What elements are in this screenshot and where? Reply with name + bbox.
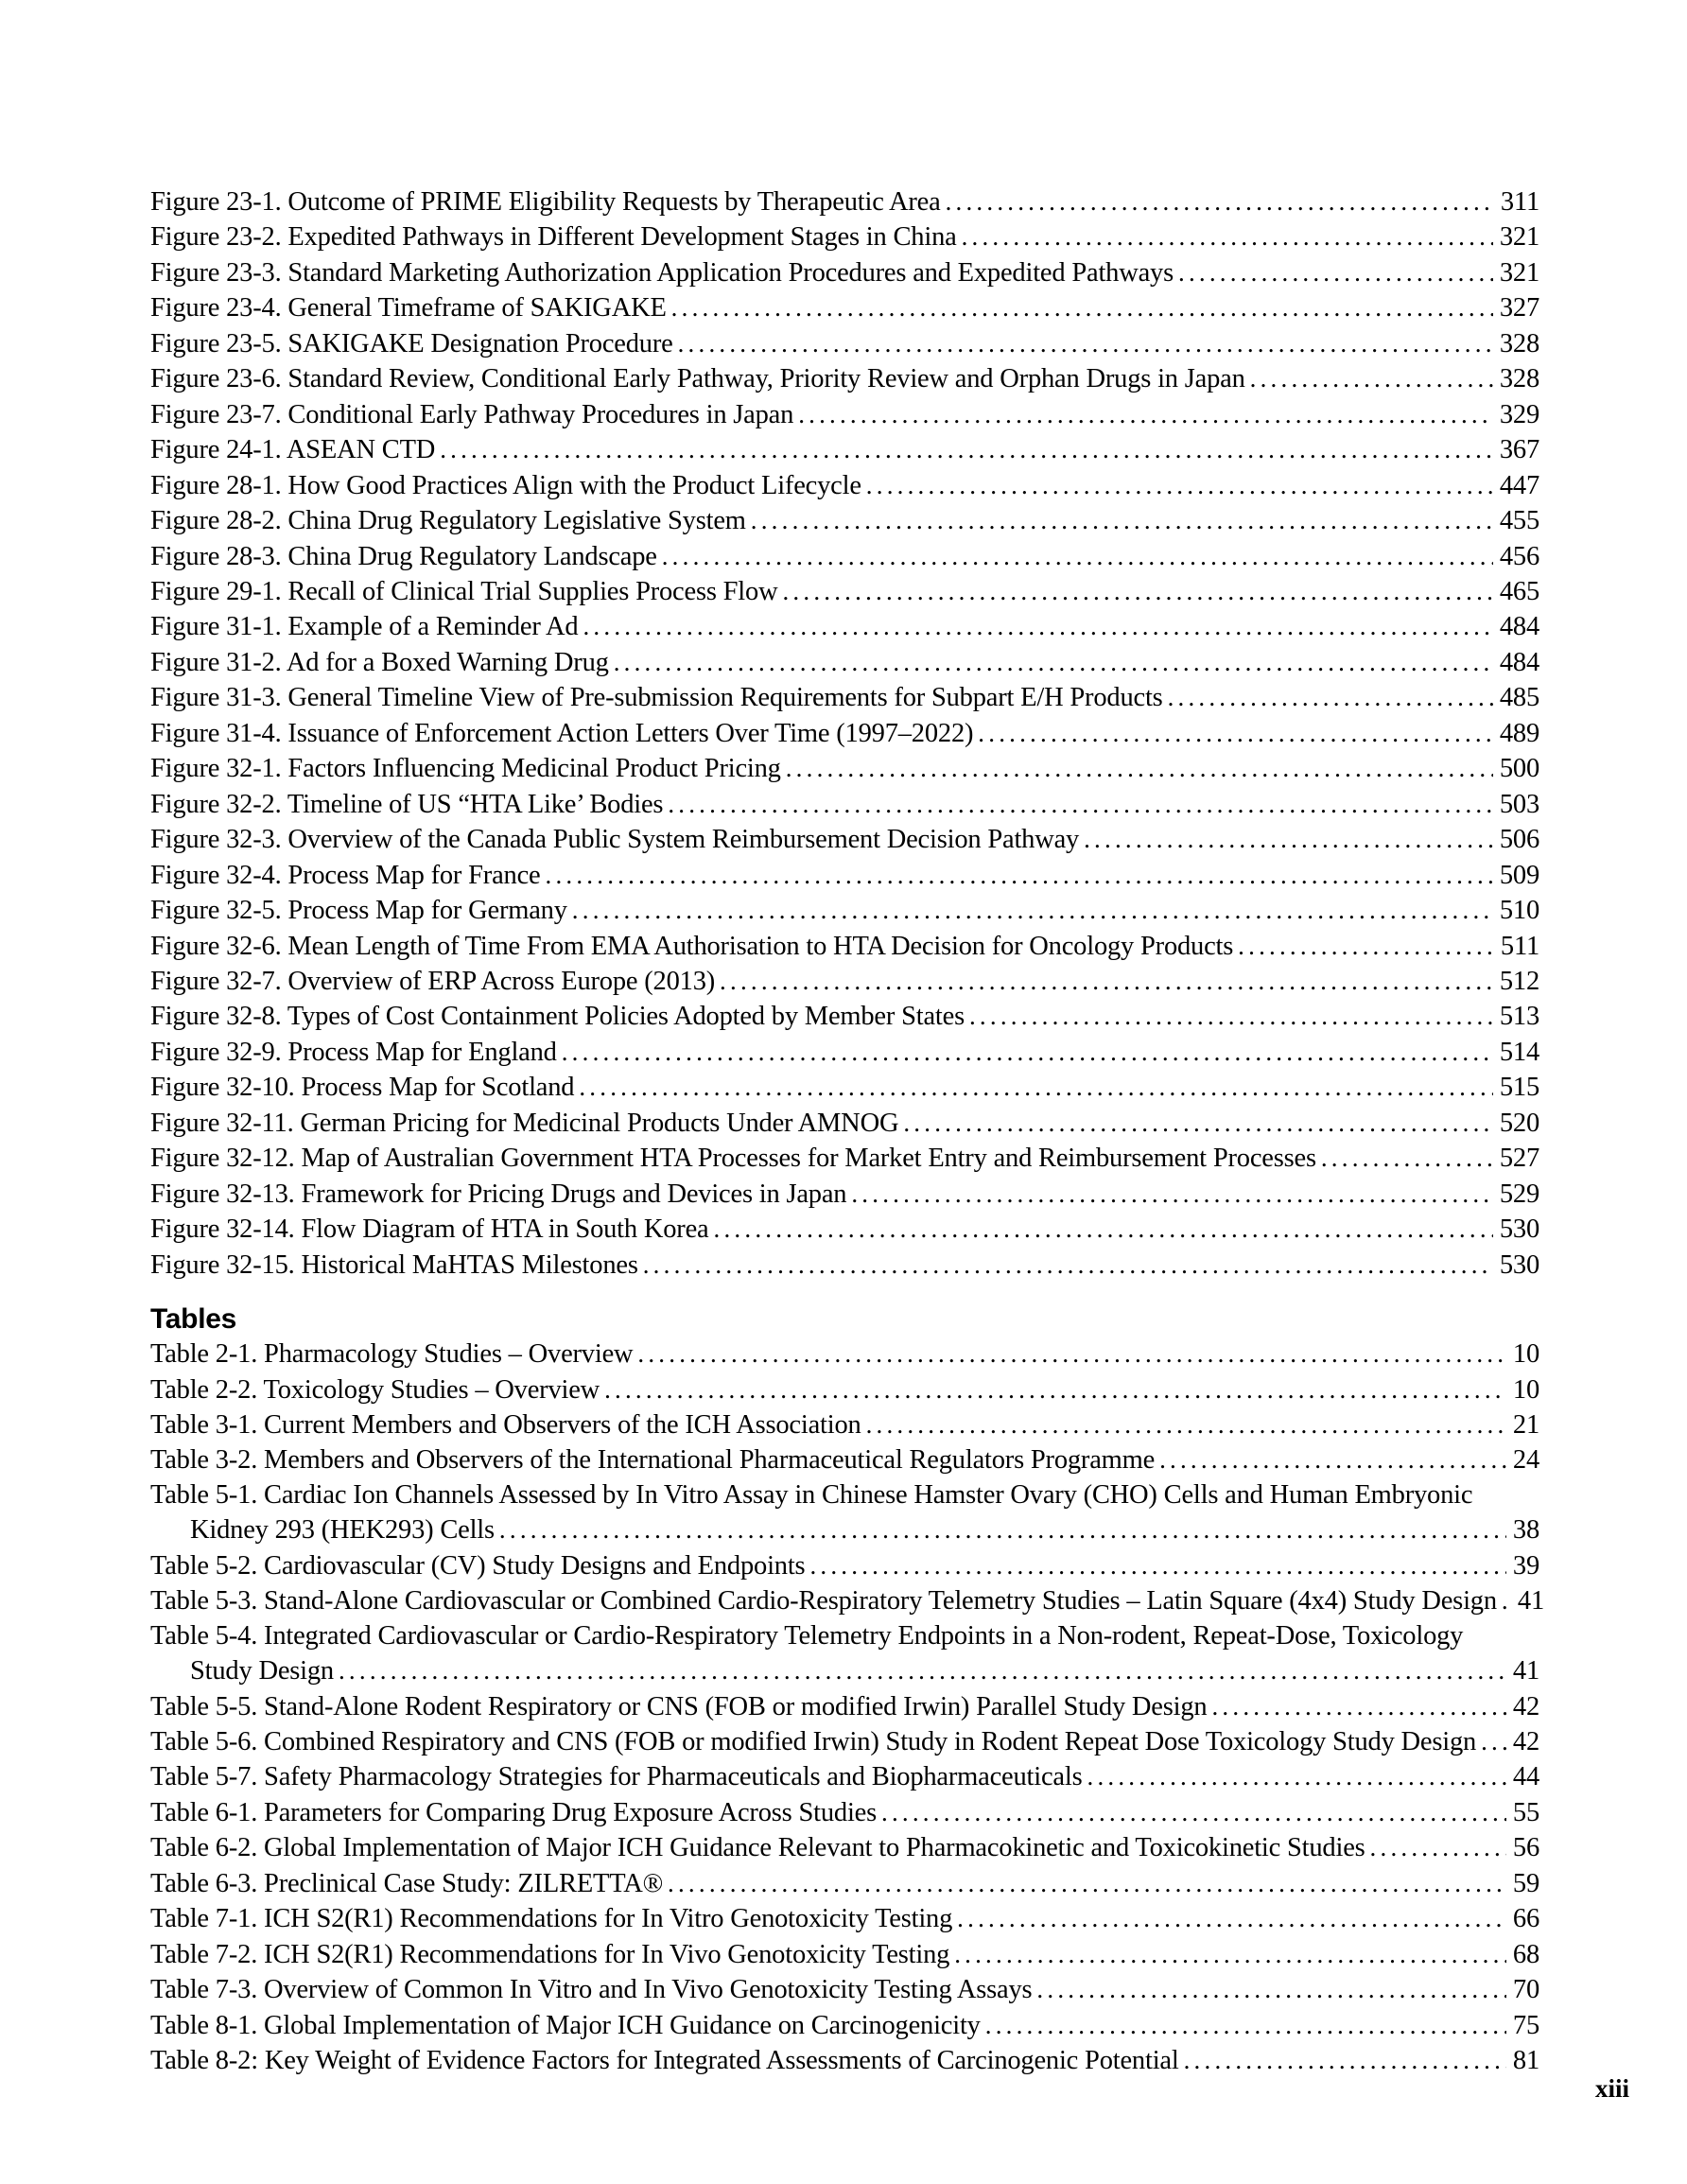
toc-entry-line (150, 1619, 1539, 1653)
toc-entry-line (150, 503, 1539, 538)
toc-entry[interactable] (150, 503, 1539, 538)
toc-entry-label: Figure 28-2. China Drug Regulatory Legislative System (150, 506, 746, 536)
toc-entry-label: Table 5-6. Combined Respiratory and CNS (FOB or modified Irwin) Study in Rodent Repeat Dose Toxicology Study Design (150, 1727, 1477, 1757)
toc-entry-label: Figure 32-3. Overview of the Canada Public System Reimbursement Decision Pathway (150, 825, 1080, 855)
dot-leader (339, 1653, 1506, 1688)
toc-entry-line (150, 1248, 1539, 1283)
toc-entry-label: Figure 31-1. Example of a Reminder Ad (150, 612, 579, 642)
toc-entry-page: 66 (1512, 1904, 1539, 1934)
dot-leader (604, 1372, 1506, 1407)
toc-entry-line (150, 290, 1539, 325)
toc-entry[interactable] (150, 184, 1539, 219)
toc-entry[interactable] (150, 1619, 1539, 1689)
toc-entry-page: 41 (1512, 1656, 1539, 1686)
toc-entry[interactable] (150, 645, 1539, 680)
toc-entry-label: Figure 32-6. Mean Length of Time From EMA Authorisation to HTA Decision for Oncology Products (150, 931, 1234, 961)
toc-entry-label: Figure 23-4. General Timeframe of SAKIGAKE (150, 293, 667, 323)
toc-entry-line (150, 361, 1539, 396)
toc-entry-line (150, 609, 1539, 644)
toc-entry-line (150, 1070, 1539, 1105)
toc-entry[interactable] (150, 609, 1539, 644)
toc-entry-line (150, 822, 1539, 857)
toc-entry-label: Figure 32-10. Process Map for Scotland (150, 1073, 575, 1103)
toc-entry-page: 321 (1499, 257, 1539, 288)
toc-entry-label: Figure 31-3. General Timeline View of Pre-submission Requirements for Subpart E/H Products (150, 683, 1163, 713)
toc-entry-page: 527 (1499, 1144, 1539, 1174)
toc-entry-line (150, 1937, 1539, 1972)
toc-entry-line (150, 929, 1539, 964)
dot-leader (1321, 1141, 1493, 1176)
dot-leader (1184, 2043, 1506, 2078)
toc-entry-line (150, 1830, 1539, 1865)
dot-leader (671, 290, 1493, 325)
dot-leader (866, 468, 1493, 503)
toc-entry-line (150, 219, 1539, 254)
toc-entry[interactable] (150, 1583, 1545, 1618)
toc-entry-label: Table 3-2. Members and Observers of the International Pharmaceutical Regulators Programme (150, 1445, 1156, 1476)
toc-entry-page: 506 (1499, 825, 1539, 855)
dot-leader (957, 1901, 1506, 1936)
toc-entry-line (150, 397, 1539, 432)
toc-entry-line (150, 255, 1539, 290)
dot-leader (440, 432, 1493, 467)
dot-leader (985, 2008, 1506, 2043)
toc-entry-label: Table 7-3. Overview of Common In Vitro and In Vivo Genotoxicity Testing Assays (150, 1975, 1033, 2005)
toc-entry-line (150, 1866, 1539, 1901)
dot-leader (662, 539, 1493, 574)
toc-entry[interactable] (150, 1212, 1539, 1247)
toc-entry-line (150, 751, 1539, 786)
toc-entry[interactable] (150, 1177, 1539, 1212)
toc-entry-line (150, 574, 1539, 609)
toc-entry-line (150, 326, 1539, 361)
dot-leader (668, 1866, 1506, 1901)
toc-entry-page: 367 (1499, 435, 1539, 465)
toc-entry-line (150, 432, 1539, 467)
dot-leader (572, 893, 1493, 928)
toc-entry-page: 511 (1500, 931, 1539, 961)
toc-entry-page: 512 (1499, 966, 1539, 996)
toc-entry-line (150, 1337, 1539, 1372)
toc-entry-label: Table 6-2. Global Implementation of Major ICH Guidance Relevant to Pharmacokinetic and Toxicokinetic Studies (150, 1833, 1365, 1863)
dot-leader (851, 1177, 1492, 1212)
toc-entry-page: 530 (1499, 1214, 1539, 1245)
toc-entry[interactable] (150, 1937, 1539, 1972)
dot-leader (714, 1212, 1493, 1247)
dot-leader (1036, 1972, 1505, 2007)
dot-leader (678, 326, 1493, 361)
toc-entry[interactable] (150, 680, 1539, 715)
toc-entry-page: 465 (1499, 576, 1539, 606)
toc-entry-page: 515 (1499, 1073, 1539, 1103)
toc-entry-page: 10 (1512, 1339, 1539, 1370)
toc-entry-line (150, 1442, 1539, 1477)
toc-entry-page: 39 (1512, 1550, 1539, 1581)
toc-entry-page: 44 (1512, 1762, 1539, 1792)
tables-heading: Tables (150, 1303, 237, 1336)
toc-entry-line (150, 2043, 1539, 2078)
toc-entry-line (150, 716, 1539, 751)
toc-entry-page: 485 (1499, 683, 1539, 713)
figures-list (150, 184, 1539, 1283)
toc-entry-label: Figure 32-5. Process Map for Germany (150, 896, 567, 926)
toc-entry-label: Figure 23-2. Expedited Pathways in Different Development Stages in China (150, 222, 957, 253)
toc-entry-line (150, 468, 1539, 503)
toc-entry-label: Figure 32-1. Factors Influencing Medicinal Product Pricing (150, 754, 781, 784)
dot-leader (668, 787, 1493, 822)
dot-leader (1250, 361, 1493, 396)
dot-leader (643, 1248, 1493, 1283)
toc-entry[interactable] (150, 539, 1539, 574)
toc-entry-label: Table 5-5. Stand-Alone Rodent Respiratory or CNS (FOB or modified Irwin) Parallel Study Design (150, 1691, 1208, 1721)
toc-entry[interactable] (150, 893, 1539, 928)
toc-entry[interactable] (150, 1866, 1539, 1901)
toc-entry-page: 500 (1499, 754, 1539, 784)
toc-entry-page: 75 (1512, 2010, 1539, 2040)
toc-entry-page: 455 (1499, 506, 1539, 536)
toc-entry[interactable] (150, 999, 1539, 1034)
toc-entry-page: 81 (1512, 2046, 1539, 2076)
toc-entry[interactable] (150, 822, 1539, 857)
toc-entry-line (150, 1512, 1539, 1547)
toc-entry[interactable] (150, 929, 1539, 964)
dot-leader (782, 574, 1492, 609)
toc-entry[interactable] (150, 751, 1539, 786)
toc-entry-label: Figure 23-7. Conditional Early Pathway Procedures in Japan (150, 399, 794, 429)
dot-leader (786, 751, 1493, 786)
toc-entry-page: 38 (1512, 1515, 1539, 1546)
toc-entry[interactable] (150, 858, 1539, 893)
toc-entry[interactable] (150, 787, 1539, 822)
tables-list (150, 1337, 1545, 2079)
dot-leader (1370, 1830, 1506, 1865)
toc-entry[interactable] (150, 1407, 1539, 1442)
dot-leader (866, 1407, 1506, 1442)
toc-entry-page: 513 (1499, 1002, 1539, 1032)
tables-section (150, 1302, 1545, 2079)
toc-entry-label: Table 7-1. ICH S2(R1) Recommendations for In Vitro Genotoxicity Testing (150, 1904, 953, 1934)
toc-entry-page: 489 (1499, 718, 1539, 748)
toc-entry-line (150, 1548, 1539, 1583)
toc-entry[interactable] (150, 1759, 1539, 1794)
toc-entry-page: 510 (1499, 896, 1539, 926)
dot-leader (562, 1035, 1493, 1070)
dot-leader (1159, 1442, 1506, 1477)
dot-leader (946, 184, 1494, 219)
toc-entry[interactable] (150, 1141, 1539, 1176)
toc-entry[interactable] (150, 1035, 1539, 1070)
dot-leader (881, 1795, 1506, 1830)
toc-entry[interactable] (150, 219, 1539, 254)
toc-entry-line (150, 1478, 1539, 1512)
toc-entry[interactable] (150, 1106, 1539, 1141)
toc-entry-label: Figure 32-4. Process Map for France (150, 860, 541, 890)
toc-entry[interactable] (150, 397, 1539, 432)
toc-entry-page: 328 (1499, 364, 1539, 394)
toc-entry[interactable] (150, 716, 1539, 751)
toc-entry[interactable] (150, 361, 1539, 396)
toc-entry-line (150, 787, 1539, 822)
toc-entry[interactable] (150, 1901, 1539, 1936)
toc-entry-page: 55 (1512, 1797, 1539, 1827)
toc-entry-label: Table 8-2: Key Weight of Evidence Factors for Integrated Assessments of Carcinogenic Potential (150, 2046, 1179, 2076)
toc-entry-line (150, 1583, 1545, 1618)
dot-leader (720, 964, 1493, 999)
toc-entry[interactable] (150, 290, 1539, 325)
toc-entry-page: 42 (1512, 1727, 1539, 1757)
dot-leader (637, 1337, 1505, 1372)
toc-entry-line (150, 1407, 1539, 1442)
toc-entry-page: 327 (1499, 293, 1539, 323)
toc-entry-label: Table 5-7. Safety Pharmacology Strategies for Pharmaceuticals and Biopharmaceuticals (150, 1762, 1083, 1792)
toc-entry-line (150, 999, 1539, 1034)
toc-entry-label: Table 5-3. Stand-Alone Cardiovascular or Combined Cardio-Respiratory Telemetry Studies – Latin Square (4x4) Study Design (150, 1586, 1497, 1616)
toc-entry-page: 329 (1499, 399, 1539, 429)
toc-entry-label: Figure 32-13. Framework for Pricing Drugs and Devices in Japan (150, 1179, 847, 1209)
toc-entry-label: Table 2-2. Toxicology Studies – Overview (150, 1374, 600, 1405)
toc-entry-line (150, 1106, 1539, 1141)
toc-entry-line (150, 858, 1539, 893)
toc-entry[interactable] (150, 1689, 1539, 1724)
dot-leader (809, 1548, 1505, 1583)
dot-leader (546, 858, 1493, 893)
toc-entry-label: Figure 32-8. Types of Cost Containment Policies Adopted by Member States (150, 1002, 965, 1032)
toc-entry-page: 41 (1517, 1586, 1545, 1616)
dot-leader (798, 397, 1493, 432)
toc-entry-page: 530 (1499, 1249, 1539, 1280)
dot-leader (1168, 680, 1493, 715)
toc-entry-label: Table 5-1. Cardiac Ion Channels Assessed by In Vitro Assay in Chinese Hamster Ovary (CHO) Cells and Human Embryonic (150, 1479, 1473, 1510)
toc-entry-label: Figure 32-11. German Pricing for Medicinal Products Under AMNOG (150, 1108, 899, 1138)
toc-entry[interactable] (150, 1548, 1539, 1583)
toc-entry-page: 59 (1512, 1868, 1539, 1898)
toc-entry-label: Table 6-1. Parameters for Comparing Drug Exposure Across Studies (150, 1797, 877, 1827)
toc-entry[interactable] (150, 255, 1539, 290)
toc-entry-label: Figure 28-1. How Good Practices Align with the Product Lifecycle (150, 470, 861, 500)
toc-entry-line (150, 2008, 1539, 2043)
toc-entry-page: 56 (1512, 1833, 1539, 1863)
toc-entry[interactable] (150, 2008, 1539, 2043)
toc-entry-page: 42 (1512, 1691, 1539, 1721)
toc-entry-line (150, 1759, 1539, 1794)
toc-entry-label: Figure 29-1. Recall of Clinical Trial Supplies Process Flow (150, 576, 778, 606)
toc-entry-label: Figure 23-3. Standard Marketing Authorization Application Procedures and Expedited Pathways (150, 257, 1174, 288)
toc-entry-line (150, 964, 1539, 999)
toc-entry-label: Figure 32-7. Overview of ERP Across Europe (2013) (150, 966, 716, 996)
toc-entry-label: Figure 24-1. ASEAN CTD (150, 435, 436, 465)
page-number: xiii (1594, 2074, 1629, 2103)
dot-leader (1481, 1724, 1506, 1759)
toc-entry-label: Table 2-1. Pharmacology Studies – Overview (150, 1339, 634, 1370)
toc-entry[interactable] (150, 1830, 1539, 1865)
toc-entry-line (150, 1212, 1539, 1247)
toc-entry-label: Figure 23-6. Standard Review, Conditional Early Pathway, Priority Review and Orphan Drugs in Japan (150, 364, 1245, 394)
toc-entry-page: 484 (1499, 647, 1539, 677)
toc-entry-label: Figure 32-2. Timeline of US “HTA Like’ Bodies (150, 789, 664, 819)
toc-entry-line (150, 1035, 1539, 1070)
toc-entry-line (150, 1689, 1539, 1724)
toc-entry-line (150, 645, 1539, 680)
toc-entry-page: 10 (1512, 1374, 1539, 1405)
toc-entry-label: Figure 23-5. SAKIGAKE Designation Procedure (150, 328, 673, 358)
dot-leader (579, 1070, 1493, 1105)
toc-entry[interactable] (150, 1070, 1539, 1105)
toc-entry[interactable] (150, 964, 1539, 999)
toc-entry-line (150, 680, 1539, 715)
toc-entry[interactable] (150, 468, 1539, 503)
toc-entry[interactable] (150, 432, 1539, 467)
toc-entry[interactable] (150, 1442, 1539, 1477)
toc-entry-label: Kidney 293 (HEK293) Cells (190, 1515, 495, 1546)
toc-entry[interactable] (150, 2043, 1539, 2078)
dot-leader (903, 1106, 1493, 1141)
toc-entry-label: Table 8-1. Global Implementation of Major ICH Guidance on Carcinogenicity (150, 2010, 981, 2040)
dot-leader (1084, 822, 1493, 857)
dot-leader (499, 1512, 1506, 1547)
toc-entry-page: 311 (1500, 187, 1539, 217)
toc-entry[interactable] (150, 1724, 1539, 1759)
toc-entry-line (150, 1972, 1539, 2007)
toc-entry-label: Table 5-4. Integrated Cardiovascular or Cardio-Respiratory Telemetry Endpoints in a Non-rodent, Repeat-Dose, Toxicology (150, 1620, 1464, 1651)
toc-entry-page: 509 (1499, 860, 1539, 890)
toc-entry-label: Figure 32-14. Flow Diagram of HTA in South Korea (150, 1214, 709, 1245)
dot-leader (1178, 255, 1493, 290)
dot-leader (1238, 929, 1494, 964)
toc-entry[interactable] (150, 1248, 1539, 1283)
toc-entry-page: 24 (1512, 1445, 1539, 1476)
toc-entry-label: Figure 28-3. China Drug Regulatory Landscape (150, 541, 657, 571)
toc-entry-label: Figure 32-12. Map of Australian Government HTA Processes for Market Entry and Reimbursement Processes (150, 1144, 1316, 1174)
dot-leader (614, 645, 1493, 680)
toc-entry-page: 328 (1499, 328, 1539, 358)
dot-leader (969, 999, 1493, 1034)
toc-entry-page: 484 (1499, 612, 1539, 642)
dot-leader (1502, 1583, 1511, 1618)
toc-entry-label: Table 6-3. Preclinical Case Study: ZILRETTA® (150, 1868, 664, 1898)
dot-leader (954, 1937, 1506, 1972)
dot-leader (1087, 1759, 1506, 1794)
table-of-contents (150, 184, 1545, 2079)
toc-entry[interactable] (150, 326, 1539, 361)
toc-entry-label: Figure 32-15. Historical MaHTAS Milestones (150, 1249, 638, 1280)
dot-leader (962, 219, 1493, 254)
toc-entry-label: Figure 31-4. Issuance of Enforcement Action Letters Over Time (1997–2022) (150, 718, 974, 748)
toc-entry-label: Table 3-1. Current Members and Observers of the ICH Association (150, 1409, 861, 1440)
dot-leader (751, 503, 1493, 538)
toc-entry-page: 529 (1499, 1179, 1539, 1209)
toc-entry-page: 514 (1499, 1037, 1539, 1067)
toc-entry-line (150, 1795, 1539, 1830)
toc-entry-page: 68 (1512, 1939, 1539, 1969)
toc-entry-label: Figure 23-1. Outcome of PRIME Eligibility Requests by Therapeutic Area (150, 187, 941, 217)
toc-entry[interactable] (150, 574, 1539, 609)
toc-entry-line (150, 1653, 1539, 1688)
toc-entry-page: 70 (1512, 1975, 1539, 2005)
toc-entry-line (150, 184, 1539, 219)
dot-leader (978, 716, 1493, 751)
toc-entry[interactable] (150, 1478, 1539, 1548)
toc-entry-label: Figure 32-9. Process Map for England (150, 1037, 557, 1067)
toc-entry[interactable] (150, 1795, 1539, 1830)
toc-entry-line (150, 539, 1539, 574)
toc-entry-line (150, 1372, 1539, 1407)
toc-entry-line (150, 1177, 1539, 1212)
toc-entry-line (150, 1141, 1539, 1176)
toc-entry-page: 520 (1499, 1108, 1539, 1138)
toc-entry[interactable] (150, 1372, 1539, 1407)
toc-entry-page: 456 (1499, 541, 1539, 571)
toc-entry-label: Study Design (190, 1656, 334, 1686)
toc-entry-page: 21 (1512, 1409, 1539, 1440)
toc-entry-page: 503 (1499, 789, 1539, 819)
toc-entry-page: 321 (1499, 222, 1539, 253)
toc-entry[interactable] (150, 1337, 1539, 1372)
dot-leader (1211, 1689, 1505, 1724)
toc-entry-label: Table 7-2. ICH S2(R1) Recommendations for In Vivo Genotoxicity Testing (150, 1939, 950, 1969)
figures-section (150, 184, 1539, 1283)
dot-leader (583, 609, 1492, 644)
toc-entry-line (150, 1901, 1539, 1936)
toc-entry-label: Table 5-2. Cardiovascular (CV) Study Designs and Endpoints (150, 1550, 806, 1581)
toc-entry-line (150, 1724, 1539, 1759)
toc-entry[interactable] (150, 1972, 1539, 2007)
toc-entry-line (150, 893, 1539, 928)
toc-entry-page: 447 (1499, 470, 1539, 500)
toc-entry-label: Figure 31-2. Ad for a Boxed Warning Drug (150, 647, 609, 677)
